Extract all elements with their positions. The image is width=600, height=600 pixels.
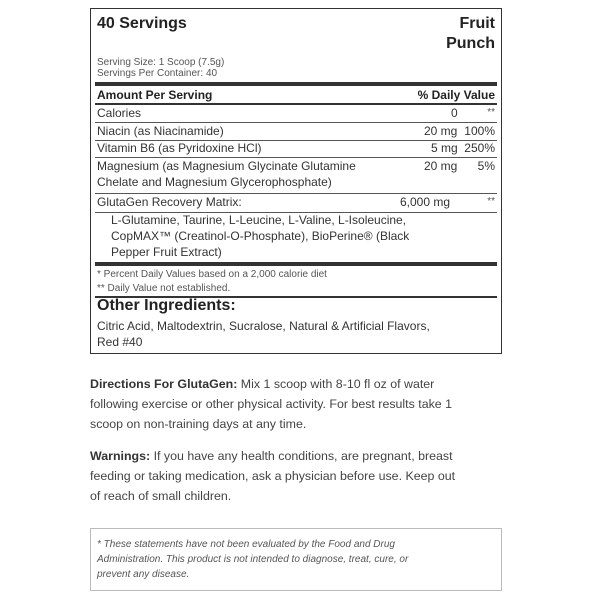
disclaimer-line-2: Administration. This product is not intended to diagnose, treat, cure, or — [97, 554, 409, 565]
disclaimer-line-3: prevent any disease. — [97, 569, 190, 580]
row-divider — [95, 157, 497, 158]
other-ingredients-line-2: Red #40 — [97, 335, 143, 349]
warnings-section — [90, 446, 510, 506]
footnote-not-established: ** Daily Value not established. — [97, 283, 231, 294]
row-name-glutagen-matrix: GlutaGen Recovery Matrix: — [97, 195, 242, 209]
rule-under-header — [95, 103, 497, 105]
fda-disclaimer-box — [90, 528, 502, 591]
header-amount: Amount Per Serving — [97, 88, 213, 102]
serving-size: Serving Size: 1 Scoop (7.5g) — [97, 57, 225, 68]
row-dv-vitamin-b6: 250% — [464, 141, 495, 155]
directions-line-1: Mix 1 scoop with 8-10 fl oz of water — [240, 377, 435, 391]
flavor-line-2: Punch — [446, 35, 495, 52]
directions-section — [90, 374, 510, 434]
row-divider — [95, 122, 497, 123]
warnings-line-2: feeding or taking medication, ask a physician before use. Keep out — [90, 469, 456, 483]
servings-title: 40 Servings — [97, 15, 187, 32]
row-name-magnesium-2: Chelate and Magnesium Glycerophosphate) — [97, 175, 332, 189]
flavor-line-1: Fruit — [459, 15, 495, 32]
row-dv-glutagen-matrix: ** — [487, 196, 495, 207]
directions-line-3: scoop on non-training days at any time. — [90, 417, 307, 431]
warnings-line-1: If you have any health conditions, are pregnant, breast — [153, 449, 453, 463]
supplement-facts-panel — [90, 8, 502, 354]
row-name-magnesium-1: Magnesium (as Magnesium Glycinate Glutamine — [97, 159, 356, 173]
row-divider — [95, 193, 497, 194]
matrix-ingredients-line-3: Pepper Fruit Extract) — [111, 245, 222, 259]
disclaimer-line-1: * These statements have not been evaluated by the Food and Drug — [97, 539, 395, 550]
warnings-label: Warnings: — [90, 449, 151, 463]
directions-label: Directions For GlutaGen: — [90, 377, 238, 391]
servings-per-container: Servings Per Container: 40 — [97, 68, 218, 79]
warnings-line-3: of reach of small children. — [90, 489, 232, 503]
other-ingredients-title: Other Ingredients: — [97, 297, 236, 314]
row-name-niacin: Niacin (as Niacinamide) — [97, 124, 224, 138]
row-dv-niacin: 100% — [464, 124, 495, 138]
matrix-ingredients-line-1: L-Glutamine, Taurine, L-Leucine, L-Valine, L-Isoleucine, — [111, 213, 407, 227]
row-amount-niacin: 20 mg — [424, 124, 458, 138]
directions-line-2: following exercise or other physical activity. For best results take 1 — [90, 397, 453, 411]
other-ingredients-line-1: Citric Acid, Maltodextrin, Sucralose, Natural & Artificial Flavors, — [97, 319, 430, 333]
row-amount-vitamin-b6: 5 mg — [431, 141, 458, 155]
row-name-calories: Calories — [97, 106, 142, 120]
thick-rule-bottom — [95, 262, 497, 266]
row-amount-glutagen-matrix: 6,000 mg — [400, 195, 451, 209]
row-amount-calories: 0 — [451, 106, 458, 120]
row-name-vitamin-b6: Vitamin B6 (as Pyridoxine HCl) — [97, 141, 262, 155]
row-dv-calories: ** — [487, 107, 495, 118]
row-dv-magnesium: 5% — [477, 159, 495, 173]
thick-rule-top — [95, 82, 497, 86]
footnote-daily-values: * Percent Daily Values based on a 2,000 calorie diet — [97, 269, 327, 280]
header-dv: % Daily Value — [417, 88, 495, 102]
matrix-ingredients-line-2: CopMAX™ (Creatinol-O-Phosphate), BioPerine® (Black — [111, 229, 410, 243]
row-amount-magnesium: 20 mg — [424, 159, 458, 173]
